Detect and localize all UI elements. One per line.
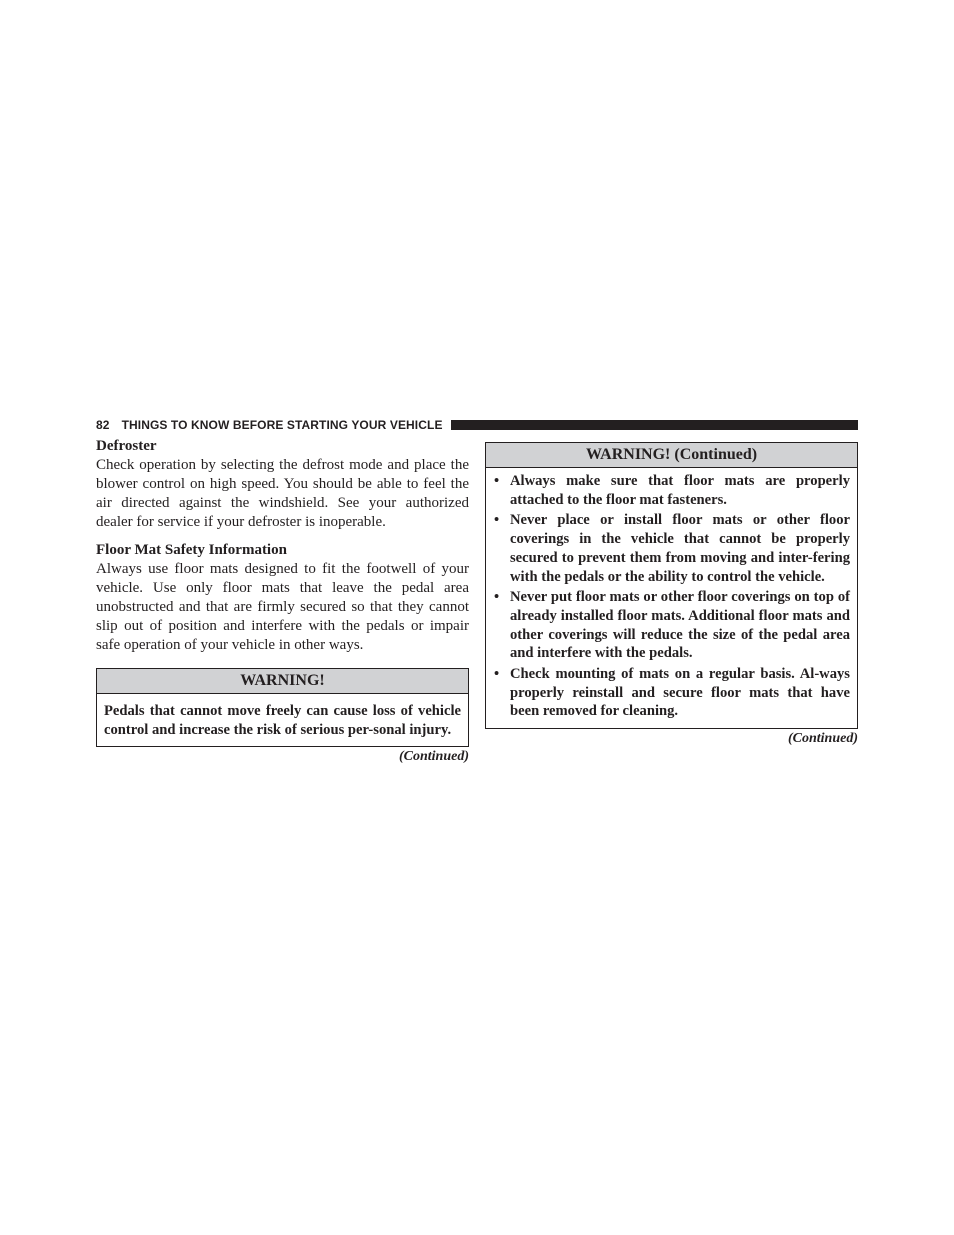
warning-continued-title: WARNING! (Continued) xyxy=(486,443,857,468)
floor-mat-paragraph: Always use floor mats designed to fit the footwell of your vehicle. Use only floor mats that leave the pedal area unobstructed and that are firmly secured so that they cannot slip out of position and interfere with the pedals or impair safe operation of your vehicle in other ways. xyxy=(96,561,469,653)
continued-label: (Continued) xyxy=(398,749,469,765)
section-title: THINGS TO KNOW BEFORE STARTING YOUR VEHICLE xyxy=(121,418,443,432)
warning-box xyxy=(96,668,469,747)
bullet-icon: • xyxy=(494,512,500,529)
left-column xyxy=(96,437,469,766)
floor-mat-heading: Floor Mat Safety Information xyxy=(96,542,287,558)
list-item-text: Never place or install floor mats or other floor coverings in the vehicle that cannot be properly secured to prevent them from moving and inter-fering with the pedals or the ability to control the vehicle. xyxy=(510,512,850,585)
list-item-text: Check mounting of mats on a regular basis. Al-ways properly reinstall and secure floor mats that have been removed for cleaning. xyxy=(510,666,850,720)
warning-continued-box xyxy=(485,442,858,729)
bullet-icon: • xyxy=(494,666,500,683)
bullet-icon: • xyxy=(494,589,500,606)
warning-continued-body xyxy=(486,468,857,728)
list-item xyxy=(492,511,850,586)
bullet-icon: • xyxy=(494,473,500,489)
page-number: 82 xyxy=(96,418,110,432)
list-item-text: Always make sure that floor mats are properly attached to the floor mat fasteners. xyxy=(510,473,850,508)
warning-text: Pedals that cannot move freely can cause loss of vehicle control and increase the risk of serious per-sonal injury. xyxy=(104,703,461,738)
defroster-paragraph: Check operation by selecting the defrost mode and place the blower control on high speed. You should be able to feel the air directed against the windshield. See your authorized dealer for service if your defroster is inoperable. xyxy=(96,457,469,530)
continued-label: (Continued) xyxy=(787,731,858,747)
list-item xyxy=(492,588,850,663)
list-item xyxy=(492,472,850,509)
list-item xyxy=(492,665,850,721)
warning-bullet-list xyxy=(492,472,850,721)
defroster-heading: Defroster xyxy=(96,438,157,454)
page-header xyxy=(96,417,858,433)
header-rule xyxy=(451,420,858,430)
right-column xyxy=(485,442,858,748)
list-item-text: Never put floor mats or other floor coverings on top of already installed floor mats. Additional floor mats and other coverings will reduce the size of the pedal area and interfere with the pedals. xyxy=(510,589,850,662)
warning-title: WARNING! xyxy=(97,669,468,694)
